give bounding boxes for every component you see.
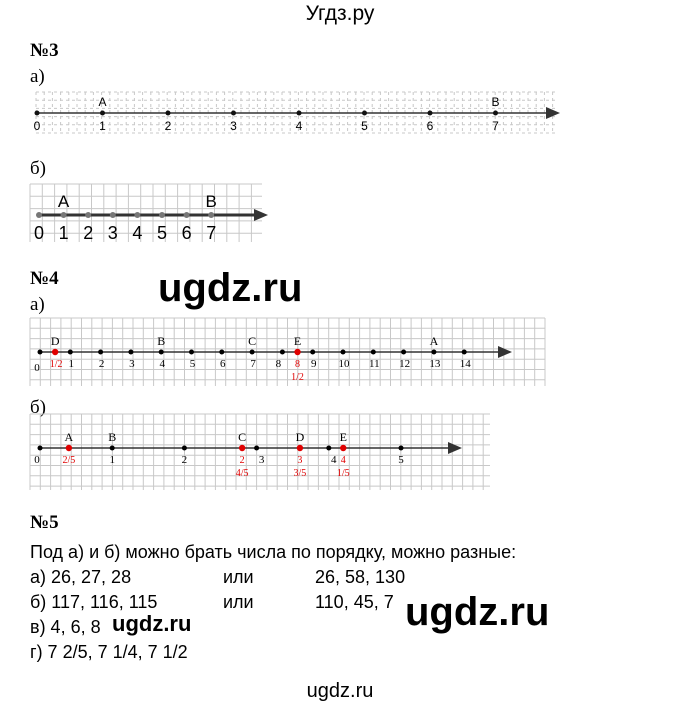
task3-b-label: б) <box>30 158 46 179</box>
point-label-4a: C <box>248 334 257 348</box>
task3-a-label: а) <box>30 66 45 87</box>
tick-label-3a: 6 <box>426 119 434 133</box>
tick-label-4a: 6 <box>220 358 226 370</box>
task5-b-right: 110, 45, 7 <box>315 592 394 612</box>
task4-number: №4 <box>30 268 59 289</box>
point-note-whole-4b: 2 <box>239 455 245 466</box>
tick-label-3a: 4 <box>295 119 303 133</box>
task5-a-or: или <box>223 567 254 587</box>
task5-d: г) 7 2/5, 7 1/4, 7 1/2 <box>30 642 188 662</box>
point-label-4b: A <box>64 430 74 444</box>
line-4b-arrow <box>448 442 462 454</box>
point-label-4b: C <box>238 430 247 444</box>
point-label-3b: B <box>205 192 217 211</box>
tick-dot-4b <box>254 446 259 451</box>
point-label-3a: B <box>491 95 500 109</box>
tick-label-4b: 5 <box>398 454 404 466</box>
tick-label-3b: 6 <box>181 223 192 243</box>
watermark-main: ugdz.ru <box>158 266 303 310</box>
point-note-4b: 2/5 <box>62 455 76 466</box>
point-note-4b: 3/5 <box>293 468 307 479</box>
tick-label-4a: 11 <box>369 358 380 370</box>
site-title: Угдз.ру <box>305 2 375 25</box>
tick-label-4a: 13 <box>429 358 441 370</box>
tick-label-4b: 2 <box>181 454 188 466</box>
point-label-4b: E <box>339 430 347 444</box>
point-marker-4b <box>297 445 303 451</box>
tick-dot-4b <box>182 446 187 451</box>
tick-label-4a: 5 <box>189 358 196 370</box>
point-note-whole-4b: 3 <box>297 455 303 466</box>
tick-label-4a: 3 <box>129 358 135 370</box>
tick-label-3a: 5 <box>361 119 368 133</box>
tick-label-3a: 0 <box>33 119 41 133</box>
point-note-4a: 1/2 <box>291 372 304 383</box>
task4-a-label: а) <box>30 294 45 315</box>
point-label-4b: D <box>295 430 305 444</box>
tick-label-4a: 2 <box>98 358 105 370</box>
task5-b-left: б) 117, 116, 115 <box>30 592 158 612</box>
tick-label-3a: 3 <box>230 119 237 133</box>
point-marker-4b <box>340 445 346 451</box>
tick-label-3b: 4 <box>132 223 143 243</box>
tick-label-3b: 3 <box>107 223 118 243</box>
tick-dot-4b <box>326 446 331 451</box>
tick-label-4a: 4 <box>159 358 165 370</box>
task5-c: в) 4, 6, 8 <box>30 617 101 637</box>
tick-label-4b: 3 <box>258 454 265 466</box>
tick-label-4a: 14 <box>459 358 471 370</box>
tick-dot-4b <box>110 446 115 451</box>
tick-label-3b: 1 <box>58 223 69 243</box>
tick-label-3b: 5 <box>156 223 168 243</box>
tick-label-4a: 12 <box>399 358 411 370</box>
point-marker-4b <box>239 445 245 451</box>
point-label-4a: D <box>50 334 60 348</box>
point-label-4a: B <box>157 334 166 348</box>
task5-a-right: 26, 58, 130 <box>315 567 406 587</box>
tick-label-4a: 10 <box>338 358 350 370</box>
tick-label-4b: 4 <box>331 454 337 466</box>
tick-label-4a: 8 <box>275 358 282 370</box>
footer-watermark: ugdz.ru <box>306 680 374 702</box>
point-label-4a: A <box>429 334 439 348</box>
point-note-whole-4b: 4 <box>340 455 346 466</box>
tick-label-3b: 0 <box>33 223 45 243</box>
tick-label-3b: 2 <box>83 223 94 243</box>
point-label-3b: A <box>57 192 70 211</box>
task5-number: №5 <box>30 512 59 533</box>
point-label-3a: A <box>98 95 107 109</box>
tick-label-3b: 7 <box>206 223 217 243</box>
point-note-4b: 4/5 <box>235 468 249 479</box>
watermark-small: ugdz.ru <box>112 611 192 636</box>
tick-dot-4b <box>38 446 43 451</box>
tick-label-3a: 1 <box>99 119 106 133</box>
task3-number: №3 <box>30 40 59 61</box>
point-note-4b: 1/5 <box>336 468 350 479</box>
watermark-right: ugdz.ru <box>405 590 550 634</box>
task5-intro: Под а) и б) можно брать числа по порядку, можно разные: <box>30 542 517 562</box>
point-label-4a: E <box>293 334 302 348</box>
tick-label-4a: 1 <box>68 358 75 370</box>
point-label-4b: B <box>108 430 117 444</box>
tick-label-4a: 0 <box>34 362 40 374</box>
tick-label-4b: 1 <box>109 454 115 466</box>
tick-label-4a: 9 <box>310 358 317 370</box>
tick-label-3a: 7 <box>492 119 499 133</box>
task5-a-left: а) 26, 27, 28 <box>30 567 132 587</box>
point-marker-4b <box>66 445 72 451</box>
tick-label-4a: 7 <box>250 358 256 370</box>
task4-b-label: б) <box>30 397 46 418</box>
tick-dot-4b <box>399 446 404 451</box>
tick-label-3a: 2 <box>164 119 172 133</box>
tick-label-4b: 0 <box>34 454 40 466</box>
task5-b-or: или <box>223 592 254 612</box>
point-note-whole-4a: 8 <box>295 359 301 370</box>
point-note-4a: 1/2 <box>49 359 63 370</box>
